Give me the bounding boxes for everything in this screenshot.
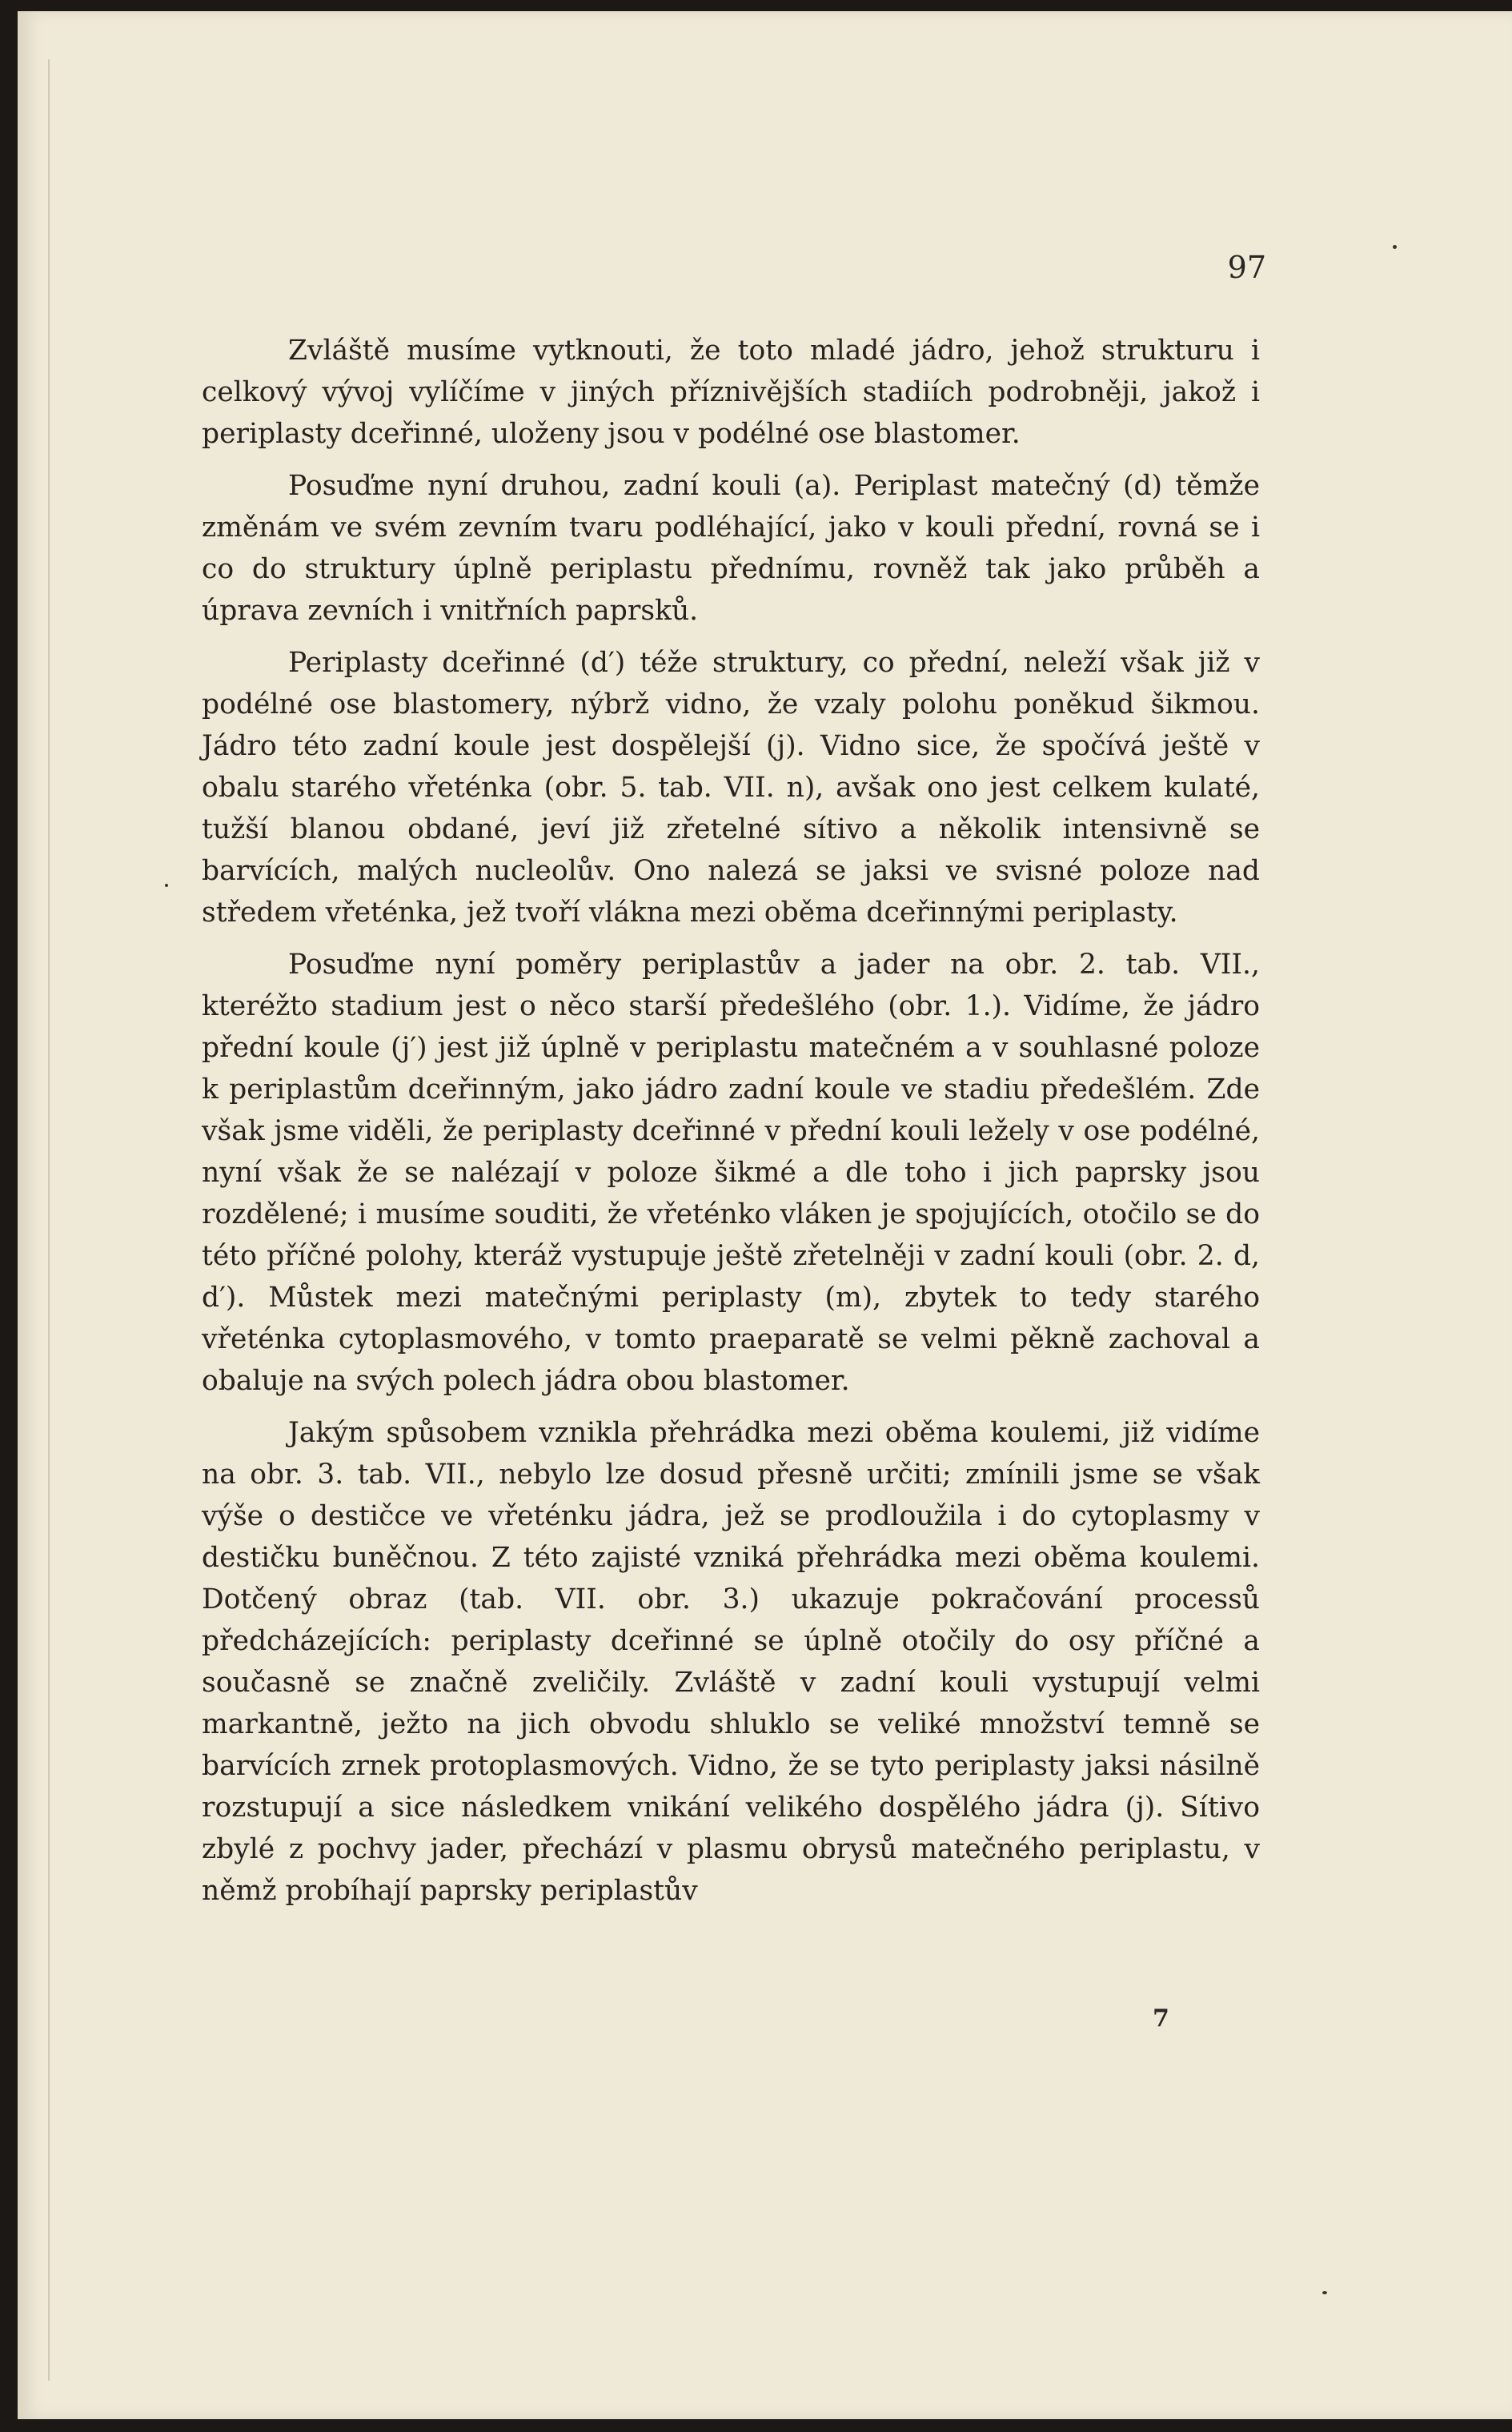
page-number: 97 — [1227, 250, 1266, 285]
signature-mark: 7 — [1153, 2005, 1169, 2033]
paragraph-5: Jakým spůsobem vznikla přehrádka mezi oběma koulemi, již vidíme na obr. 3. tab. VII., nebylo lze dosud přesně určiti; zmínili jsme se však výše o destičce ve vřeténku jádra, jež se prodloužila i do cytoplasmy v destičku buněčnou. Z této zajisté vzniká přehrádka mezi oběma koulemi. Dotčený obraz (tab. VII. obr. 3.) ukazuje pokračování processů předcházejících: periplasty dceřinné se úplně otočily do osy příčné a současně se značně zveličily. Zvláště v zadní kouli vystupují velmi markantně, ježto na jich obvodu shluklo se veliké množství temně se barvících zrnek protoplasmových. Vidno, že se tyto periplasty jaksi násilně rozstupují a sice následkem vnikání velikého dospělého jádra (j). Sítivo zbylé z pochvy jader, přechází v plasmu obrysů matečného periplastu, v němž probíhají paprsky periplastův — [202, 1417, 1260, 1907]
body-text — [202, 330, 1260, 1922]
binding-gutter — [48, 59, 50, 2381]
book-page — [18, 11, 1512, 2419]
paper-speck — [165, 884, 168, 887]
paragraph-3: Periplasty dceřinné (d′) téže struktury, co přední, neleží však již v podélné ose blastomery, nýbrž vidno, že vzaly polohu poněkud šikmou. Jádro této zadní koule jest dospělejší (j). Vidno sice, že spočívá ještě v obalu starého vřeténka (obr. 5. tab. VII. n), avšak ono jest celkem kulaté, tužší blanou obdané, jeví již zřetelné sítivo a několik intensivně se barvících, malých nucleolův. Ono nalezá se jaksi ve svisné poloze nad středem vřeténka, jež tvoří vlákna mezi oběma dceřinnými periplasty. — [202, 647, 1260, 929]
paragraph-2: Posuďme nyní druhou, zadní kouli (a). Periplast matečný (d) těmže změnám ve svém zevním tvaru podléhající, jako v kouli přední, rovná se i co do struktury úplně periplastu přednímu, rovněž tak jako průběh a úprava zevních i vnitřních paprsků. — [202, 470, 1260, 627]
paper-speck — [1393, 245, 1397, 249]
paper-speck — [1322, 2291, 1327, 2294]
paragraph-4: Posuďme nyní poměry periplastův a jader na obr. 2. tab. VII., kteréžto stadium jest o něco starší předešlého (obr. 1.). Vidíme, že jádro přední koule (j′) jest již úplně v periplastu matečném a v souhlasné poloze k periplastům dceřinným, jako jádro zadní koule ve stadiu předešlém. Zde však jsme viděli, že periplasty dceřinné v přední kouli ležely v ose podélné, nyní však že se nalézají v poloze šikmé a dle toho i jich paprsky jsou rozdělené; i musíme souditi, že vřeténko vláken je spojujících, otočilo se do této příčné polohy, kteráž vystupuje ještě zřetelněji v zadní kouli (obr. 2. d, d′). Můstek mezi matečnými periplasty (m), zbytek to tedy starého vřeténka cytoplasmového, v tomto praeparatě se velmi pěkně zachoval a obaluje na svých polech jádra obou blastomer. — [202, 949, 1260, 1397]
paragraph-1: Zvláště musíme vytknouti, že toto mladé jádro, jehož strukturu i celkový vývoj vylíčíme v jiných příznivějších stadiích podrobněji, jakož i periplasty dceřinné, uloženy jsou v podélné ose blastomer. — [202, 335, 1260, 450]
